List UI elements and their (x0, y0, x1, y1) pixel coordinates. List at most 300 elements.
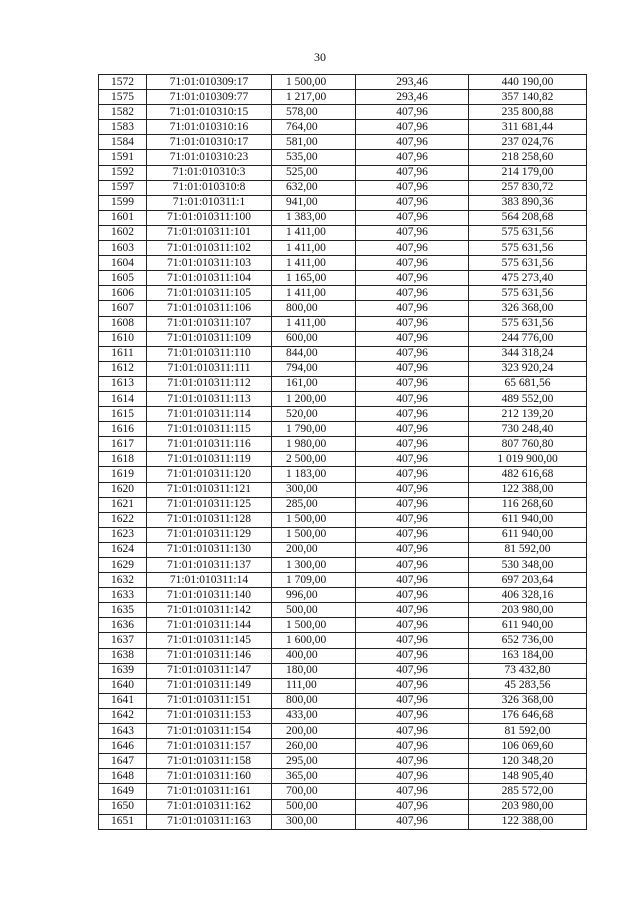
value-cell: 122 388,00 (469, 814, 587, 829)
row-number-cell: 1608 (99, 316, 147, 331)
area-cell: 941,00 (272, 195, 356, 210)
rate-cell: 407,96 (356, 256, 469, 271)
table-row (99, 512, 587, 527)
rate-cell: 407,96 (356, 708, 469, 723)
rate-cell: 407,96 (356, 150, 469, 165)
table-row (99, 663, 587, 678)
row-number-cell: 1583 (99, 120, 147, 135)
row-number-cell: 1636 (99, 618, 147, 633)
area-cell: 1 980,00 (272, 437, 356, 452)
area-cell: 111,00 (272, 678, 356, 693)
value-cell: 807 760,80 (469, 437, 587, 452)
area-cell: 1 217,00 (272, 90, 356, 105)
row-number-cell: 1635 (99, 603, 147, 618)
value-cell: 489 552,00 (469, 391, 587, 406)
rate-cell: 407,96 (356, 769, 469, 784)
table-row (99, 165, 587, 180)
area-cell: 1 600,00 (272, 633, 356, 648)
value-cell: 611 940,00 (469, 527, 587, 542)
row-number-cell: 1618 (99, 452, 147, 467)
value-cell: 344 318,24 (469, 346, 587, 361)
area-cell: 794,00 (272, 361, 356, 376)
value-cell: 163 184,00 (469, 648, 587, 663)
rate-cell: 407,96 (356, 573, 469, 588)
value-cell: 611 940,00 (469, 512, 587, 527)
area-cell: 1 709,00 (272, 573, 356, 588)
row-number-cell: 1582 (99, 105, 147, 120)
rate-cell: 407,96 (356, 407, 469, 422)
area-cell: 1 411,00 (272, 286, 356, 301)
cadastral-number-cell: 71:01:010311:163 (147, 814, 272, 829)
rate-cell: 407,96 (356, 558, 469, 573)
value-cell: 244 776,00 (469, 331, 587, 346)
table-row (99, 346, 587, 361)
cadastral-number-cell: 71:01:010311:111 (147, 361, 272, 376)
row-number-cell: 1649 (99, 784, 147, 799)
cadastral-number-cell: 71:01:010311:137 (147, 558, 272, 573)
value-cell: 440 190,00 (469, 75, 587, 90)
row-number-cell: 1639 (99, 663, 147, 678)
rate-cell: 407,96 (356, 346, 469, 361)
row-number-cell: 1612 (99, 361, 147, 376)
table-row (99, 482, 587, 497)
rate-cell: 407,96 (356, 799, 469, 814)
row-number-cell: 1607 (99, 301, 147, 316)
row-number-cell: 1592 (99, 165, 147, 180)
value-cell: 475 273,40 (469, 271, 587, 286)
value-cell: 257 830,72 (469, 180, 587, 195)
rate-cell: 293,46 (356, 75, 469, 90)
cadastral-number-cell: 71:01:010311:109 (147, 331, 272, 346)
table-row (99, 225, 587, 240)
rate-cell: 407,96 (356, 437, 469, 452)
area-cell: 1 200,00 (272, 391, 356, 406)
cadastral-number-cell: 71:01:010311:1 (147, 195, 272, 210)
rate-cell: 407,96 (356, 180, 469, 195)
value-cell: 575 631,56 (469, 256, 587, 271)
value-cell: 218 258,60 (469, 150, 587, 165)
row-number-cell: 1599 (99, 195, 147, 210)
rate-cell: 407,96 (356, 633, 469, 648)
area-cell: 1 790,00 (272, 422, 356, 437)
row-number-cell: 1615 (99, 407, 147, 422)
rate-cell: 407,96 (356, 693, 469, 708)
area-cell: 1 300,00 (272, 558, 356, 573)
area-cell: 180,00 (272, 663, 356, 678)
table-row (99, 361, 587, 376)
cadastral-number-cell: 71:01:010311:114 (147, 407, 272, 422)
cadastral-number-cell: 71:01:010311:100 (147, 210, 272, 225)
table-row (99, 90, 587, 105)
value-cell: 730 248,40 (469, 422, 587, 437)
cadastral-number-cell: 71:01:010311:103 (147, 256, 272, 271)
value-cell: 575 631,56 (469, 286, 587, 301)
table-row (99, 437, 587, 452)
row-number-cell: 1604 (99, 256, 147, 271)
area-cell: 1 411,00 (272, 225, 356, 240)
cadastral-number-cell: 71:01:010309:77 (147, 90, 272, 105)
value-cell: 311 681,44 (469, 120, 587, 135)
cadastral-number-cell: 71:01:010311:119 (147, 452, 272, 467)
area-cell: 764,00 (272, 120, 356, 135)
row-number-cell: 1622 (99, 512, 147, 527)
cadastral-number-cell: 71:01:010310:3 (147, 165, 272, 180)
row-number-cell: 1584 (99, 135, 147, 150)
area-cell: 300,00 (272, 482, 356, 497)
cadastral-number-cell: 71:01:010311:115 (147, 422, 272, 437)
rate-cell: 407,96 (356, 618, 469, 633)
table-row (99, 135, 587, 150)
cadastral-number-cell: 71:01:010311:153 (147, 708, 272, 723)
rate-cell: 407,96 (356, 361, 469, 376)
table-row (99, 618, 587, 633)
value-cell: 203 980,00 (469, 799, 587, 814)
cadastral-number-cell: 71:01:010311:102 (147, 241, 272, 256)
cadastral-number-cell: 71:01:010311:151 (147, 693, 272, 708)
cadastral-number-cell: 71:01:010311:144 (147, 618, 272, 633)
cadastral-number-cell: 71:01:010311:158 (147, 754, 272, 769)
cadastral-number-cell: 71:01:010311:112 (147, 376, 272, 391)
table-row (99, 210, 587, 225)
table-row (99, 527, 587, 542)
cadastral-number-cell: 71:01:010310:17 (147, 135, 272, 150)
cadastral-number-cell: 71:01:010310:16 (147, 120, 272, 135)
table-row (99, 75, 587, 90)
table-row (99, 241, 587, 256)
rate-cell: 407,96 (356, 301, 469, 316)
rate-cell: 407,96 (356, 391, 469, 406)
value-cell: 575 631,56 (469, 225, 587, 240)
area-cell: 365,00 (272, 769, 356, 784)
table-row (99, 648, 587, 663)
rate-cell: 407,96 (356, 814, 469, 829)
area-cell: 400,00 (272, 648, 356, 663)
area-cell: 295,00 (272, 754, 356, 769)
area-cell: 200,00 (272, 542, 356, 557)
value-cell: 1 019 900,00 (469, 452, 587, 467)
cadastral-number-cell: 71:01:010311:161 (147, 784, 272, 799)
row-number-cell: 1611 (99, 346, 147, 361)
parcel-table-body (99, 75, 587, 830)
area-cell: 161,00 (272, 376, 356, 391)
value-cell: 81 592,00 (469, 542, 587, 557)
cadastral-number-cell: 71:01:010311:130 (147, 542, 272, 557)
cadastral-number-cell: 71:01:010311:101 (147, 225, 272, 240)
row-number-cell: 1646 (99, 739, 147, 754)
area-cell: 700,00 (272, 784, 356, 799)
area-cell: 581,00 (272, 135, 356, 150)
table-row (99, 603, 587, 618)
row-number-cell: 1642 (99, 708, 147, 723)
value-cell: 203 980,00 (469, 603, 587, 618)
row-number-cell: 1623 (99, 527, 147, 542)
area-cell: 1 500,00 (272, 75, 356, 90)
area-cell: 632,00 (272, 180, 356, 195)
cadastral-number-cell: 71:01:010311:149 (147, 678, 272, 693)
row-number-cell: 1601 (99, 210, 147, 225)
rate-cell: 407,96 (356, 120, 469, 135)
cadastral-number-cell: 71:01:010311:146 (147, 648, 272, 663)
row-number-cell: 1638 (99, 648, 147, 663)
value-cell: 611 940,00 (469, 618, 587, 633)
table-row (99, 784, 587, 799)
value-cell: 45 283,56 (469, 678, 587, 693)
row-number-cell: 1597 (99, 180, 147, 195)
table-row (99, 588, 587, 603)
table-row (99, 633, 587, 648)
area-cell: 996,00 (272, 588, 356, 603)
rate-cell: 407,96 (356, 331, 469, 346)
cadastral-number-cell: 71:01:010311:110 (147, 346, 272, 361)
table-row (99, 195, 587, 210)
value-cell: 575 631,56 (469, 316, 587, 331)
rate-cell: 407,96 (356, 422, 469, 437)
rate-cell: 407,96 (356, 512, 469, 527)
value-cell: 73 432,80 (469, 663, 587, 678)
area-cell: 300,00 (272, 814, 356, 829)
area-cell: 433,00 (272, 708, 356, 723)
value-cell: 81 592,00 (469, 724, 587, 739)
cadastral-number-cell: 71:01:010311:142 (147, 603, 272, 618)
cadastral-number-cell: 71:01:010309:17 (147, 75, 272, 90)
rate-cell: 293,46 (356, 90, 469, 105)
area-cell: 500,00 (272, 603, 356, 618)
cadastral-number-cell: 71:01:010311:120 (147, 467, 272, 482)
table-row (99, 497, 587, 512)
area-cell: 1 411,00 (272, 256, 356, 271)
rate-cell: 407,96 (356, 663, 469, 678)
row-number-cell: 1616 (99, 422, 147, 437)
value-cell: 285 572,00 (469, 784, 587, 799)
cadastral-number-cell: 71:01:010311:106 (147, 301, 272, 316)
row-number-cell: 1621 (99, 497, 147, 512)
rate-cell: 407,96 (356, 542, 469, 557)
row-number-cell: 1617 (99, 437, 147, 452)
row-number-cell: 1633 (99, 588, 147, 603)
table-row (99, 331, 587, 346)
row-number-cell: 1640 (99, 678, 147, 693)
value-cell: 323 920,24 (469, 361, 587, 376)
row-number-cell: 1620 (99, 482, 147, 497)
area-cell: 578,00 (272, 105, 356, 120)
row-number-cell: 1619 (99, 467, 147, 482)
cadastral-number-cell: 71:01:010311:162 (147, 799, 272, 814)
row-number-cell: 1591 (99, 150, 147, 165)
row-number-cell: 1643 (99, 724, 147, 739)
area-cell: 1 500,00 (272, 527, 356, 542)
cadastral-number-cell: 71:01:010311:154 (147, 724, 272, 739)
table-row (99, 769, 587, 784)
rate-cell: 407,96 (356, 588, 469, 603)
cadastral-number-cell: 71:01:010311:113 (147, 391, 272, 406)
cadastral-number-cell: 71:01:010311:107 (147, 316, 272, 331)
row-number-cell: 1613 (99, 376, 147, 391)
value-cell: 214 179,00 (469, 165, 587, 180)
table-row (99, 301, 587, 316)
table-row (99, 708, 587, 723)
value-cell: 575 631,56 (469, 241, 587, 256)
row-number-cell: 1650 (99, 799, 147, 814)
table-row (99, 286, 587, 301)
row-number-cell: 1641 (99, 693, 147, 708)
value-cell: 212 139,20 (469, 407, 587, 422)
area-cell: 1 500,00 (272, 512, 356, 527)
rate-cell: 407,96 (356, 225, 469, 240)
table-row (99, 678, 587, 693)
row-number-cell: 1632 (99, 573, 147, 588)
row-number-cell: 1614 (99, 391, 147, 406)
table-row (99, 814, 587, 829)
rate-cell: 407,96 (356, 210, 469, 225)
area-cell: 200,00 (272, 724, 356, 739)
area-cell: 1 183,00 (272, 467, 356, 482)
cadastral-number-cell: 71:01:010311:160 (147, 769, 272, 784)
table-row (99, 105, 587, 120)
value-cell: 357 140,82 (469, 90, 587, 105)
cadastral-number-cell: 71:01:010311:14 (147, 573, 272, 588)
area-cell: 844,00 (272, 346, 356, 361)
rate-cell: 407,96 (356, 678, 469, 693)
area-cell: 1 500,00 (272, 618, 356, 633)
rate-cell: 407,96 (356, 482, 469, 497)
row-number-cell: 1606 (99, 286, 147, 301)
value-cell: 120 348,20 (469, 754, 587, 769)
rate-cell: 407,96 (356, 497, 469, 512)
area-cell: 520,00 (272, 407, 356, 422)
area-cell: 525,00 (272, 165, 356, 180)
table-row (99, 799, 587, 814)
cadastral-number-cell: 71:01:010311:140 (147, 588, 272, 603)
table-row (99, 376, 587, 391)
cadastral-number-cell: 71:01:010311:125 (147, 497, 272, 512)
table-row (99, 316, 587, 331)
row-number-cell: 1637 (99, 633, 147, 648)
rate-cell: 407,96 (356, 467, 469, 482)
rate-cell: 407,96 (356, 452, 469, 467)
row-number-cell: 1648 (99, 769, 147, 784)
area-cell: 800,00 (272, 301, 356, 316)
row-number-cell: 1602 (99, 225, 147, 240)
value-cell: 383 890,36 (469, 195, 587, 210)
cadastral-number-cell: 71:01:010311:121 (147, 482, 272, 497)
rate-cell: 407,96 (356, 527, 469, 542)
table-row (99, 422, 587, 437)
rate-cell: 407,96 (356, 376, 469, 391)
rate-cell: 407,96 (356, 165, 469, 180)
rate-cell: 407,96 (356, 784, 469, 799)
value-cell: 106 069,60 (469, 739, 587, 754)
area-cell: 285,00 (272, 497, 356, 512)
table-row (99, 150, 587, 165)
cadastral-number-cell: 71:01:010311:104 (147, 271, 272, 286)
cadastral-number-cell: 71:01:010310:15 (147, 105, 272, 120)
cadastral-number-cell: 71:01:010310:23 (147, 150, 272, 165)
area-cell: 2 500,00 (272, 452, 356, 467)
area-cell: 1 411,00 (272, 241, 356, 256)
value-cell: 65 681,56 (469, 376, 587, 391)
value-cell: 237 024,76 (469, 135, 587, 150)
table-row (99, 693, 587, 708)
table-row (99, 120, 587, 135)
area-cell: 500,00 (272, 799, 356, 814)
table-row (99, 180, 587, 195)
value-cell: 116 268,60 (469, 497, 587, 512)
table-row (99, 573, 587, 588)
rate-cell: 407,96 (356, 241, 469, 256)
rate-cell: 407,96 (356, 271, 469, 286)
row-number-cell: 1610 (99, 331, 147, 346)
table-row (99, 542, 587, 557)
rate-cell: 407,96 (356, 316, 469, 331)
value-cell: 652 736,00 (469, 633, 587, 648)
cadastral-number-cell: 71:01:010311:157 (147, 739, 272, 754)
table-row (99, 452, 587, 467)
table-row (99, 754, 587, 769)
value-cell: 326 368,00 (469, 301, 587, 316)
page-number: 30 (314, 50, 326, 64)
table-row (99, 407, 587, 422)
rate-cell: 407,96 (356, 105, 469, 120)
value-cell: 176 646,68 (469, 708, 587, 723)
rate-cell: 407,96 (356, 724, 469, 739)
area-cell: 535,00 (272, 150, 356, 165)
area-cell: 1 411,00 (272, 316, 356, 331)
cadastral-number-cell: 71:01:010311:116 (147, 437, 272, 452)
cadastral-number-cell: 71:01:010310:8 (147, 180, 272, 195)
table-row (99, 724, 587, 739)
row-number-cell: 1575 (99, 90, 147, 105)
value-cell: 530 348,00 (469, 558, 587, 573)
cadastral-number-cell: 71:01:010311:105 (147, 286, 272, 301)
cadastral-number-cell: 71:01:010311:145 (147, 633, 272, 648)
rate-cell: 407,96 (356, 739, 469, 754)
table-row (99, 558, 587, 573)
cadastral-number-cell: 71:01:010311:129 (147, 527, 272, 542)
area-cell: 1 165,00 (272, 271, 356, 286)
value-cell: 564 208,68 (469, 210, 587, 225)
cadastral-number-cell: 71:01:010311:147 (147, 663, 272, 678)
area-cell: 1 383,00 (272, 210, 356, 225)
rate-cell: 407,96 (356, 135, 469, 150)
row-number-cell: 1651 (99, 814, 147, 829)
parcel-table (98, 74, 587, 830)
table-row (99, 391, 587, 406)
table-row (99, 739, 587, 754)
row-number-cell: 1603 (99, 241, 147, 256)
value-cell: 697 203,64 (469, 573, 587, 588)
rate-cell: 407,96 (356, 603, 469, 618)
area-cell: 800,00 (272, 693, 356, 708)
value-cell: 406 328,16 (469, 588, 587, 603)
value-cell: 122 388,00 (469, 482, 587, 497)
rate-cell: 407,96 (356, 286, 469, 301)
table-row (99, 467, 587, 482)
cadastral-number-cell: 71:01:010311:128 (147, 512, 272, 527)
row-number-cell: 1624 (99, 542, 147, 557)
area-cell: 260,00 (272, 739, 356, 754)
row-number-cell: 1629 (99, 558, 147, 573)
value-cell: 148 905,40 (469, 769, 587, 784)
rate-cell: 407,96 (356, 754, 469, 769)
row-number-cell: 1572 (99, 75, 147, 90)
value-cell: 326 368,00 (469, 693, 587, 708)
rate-cell: 407,96 (356, 195, 469, 210)
value-cell: 235 800,88 (469, 105, 587, 120)
value-cell: 482 616,68 (469, 467, 587, 482)
table-row (99, 256, 587, 271)
area-cell: 600,00 (272, 331, 356, 346)
row-number-cell: 1647 (99, 754, 147, 769)
